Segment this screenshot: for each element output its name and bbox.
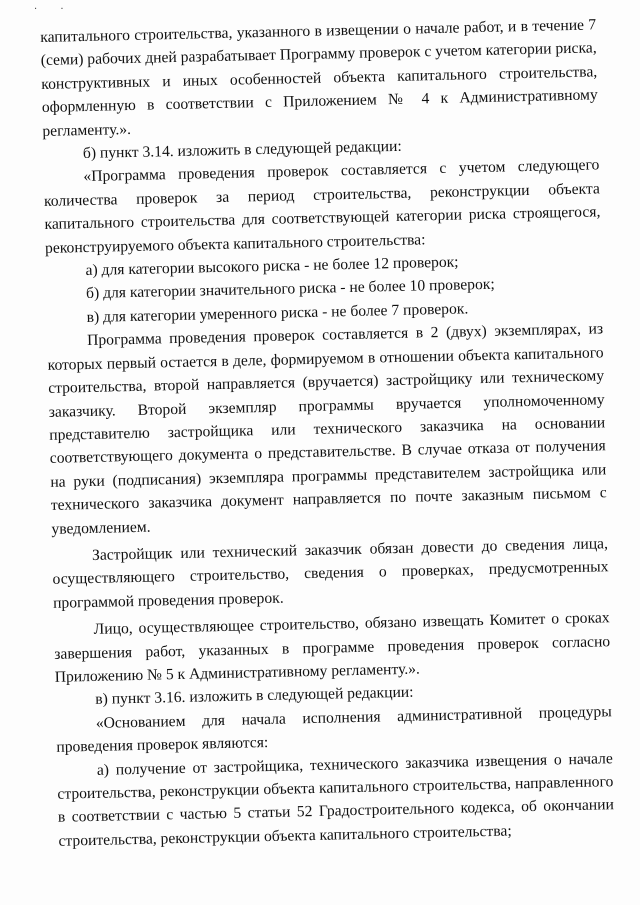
- paragraph-item-b-3-14: б) пункт 3.14. изложить в следующей редакции:: [82, 137, 402, 163]
- paragraph-grounds-quote: «Основанием для начала исполнения административной процедуры проведения проверок являются:: [56, 702, 612, 756]
- document-body: [40, 13, 615, 853]
- paragraph-item-v-3-16: в) пункт 3.16. изложить в следующей редакции:: [95, 684, 414, 709]
- paragraph-developer-duty: Застройщик или технический заказчик обязан довести до сведения лица, осуществляющего строительство, сведения о проверках, предусмотренных программой проведения проверок.: [52, 535, 609, 612]
- corner-marks: · ·: [34, 4, 74, 15]
- paragraph-program-copies: Программа проведения проверок составляется в 2 (двух) экземплярах, из которых первый остается в деле, формируемом в отношении объекта капитального строительства, второй направляется (вручается) застройщику или техническому заказчику. Второй экземпляр программы вручается уполномоченному представителю застройщика или технического заказчика на основании соответствующего документа о представительстве. В случае отказа от получения на руки (подписания) экземпляра программы представителем застройщика или технического заказчика документ направляется по почте заказным письмом с уведомлением.: [47, 320, 607, 538]
- list-item-high-risk: а) для категории высокого риска - не более 12 проверок;: [85, 253, 459, 280]
- list-item-significant-risk: б) для категории значительного риска - не более 10 проверок;: [85, 276, 495, 303]
- list-item-moderate-risk: в) для категории умеренного риска - не более 7 проверок.: [86, 300, 469, 326]
- list-item-notice-receipt: а) получение от застройщика, технического заказчика извещения о начале строительства, реконструкции объекта капитального строительства, направленного в соответствии с частью 5 статьи 52 Градостроительного кодекса, об окончании строительства, реконструкции объекта капитального строительства;: [57, 749, 615, 850]
- paragraph-continuation: капитального строительства, указанного в извещении о начале работ, и в течение 7 (семи) рабочих дней разрабатывает Программу проверок с учетом категории риска, конструктивных и иных особенностей объекта капитального строительства, оформленную в соответствии с Приложением № 4 к Административному регламенту.».: [40, 16, 598, 140]
- paragraph-builder-duty: Лицо, осуществляющее строительство, обязано извещать Комитет о сроках завершения работ, указанных в программе проведения проверок согласно Приложению № 5 к Административному регламенту.».: [54, 609, 611, 686]
- paragraph-program-quote: «Программа проведения проверок составляется с учетом следующего количества проверок за период строительства, реконструкции объекта капитального строительства для соответствующей категории риска строящегося, реконструируемого объекта капитального строительства:: [43, 156, 601, 257]
